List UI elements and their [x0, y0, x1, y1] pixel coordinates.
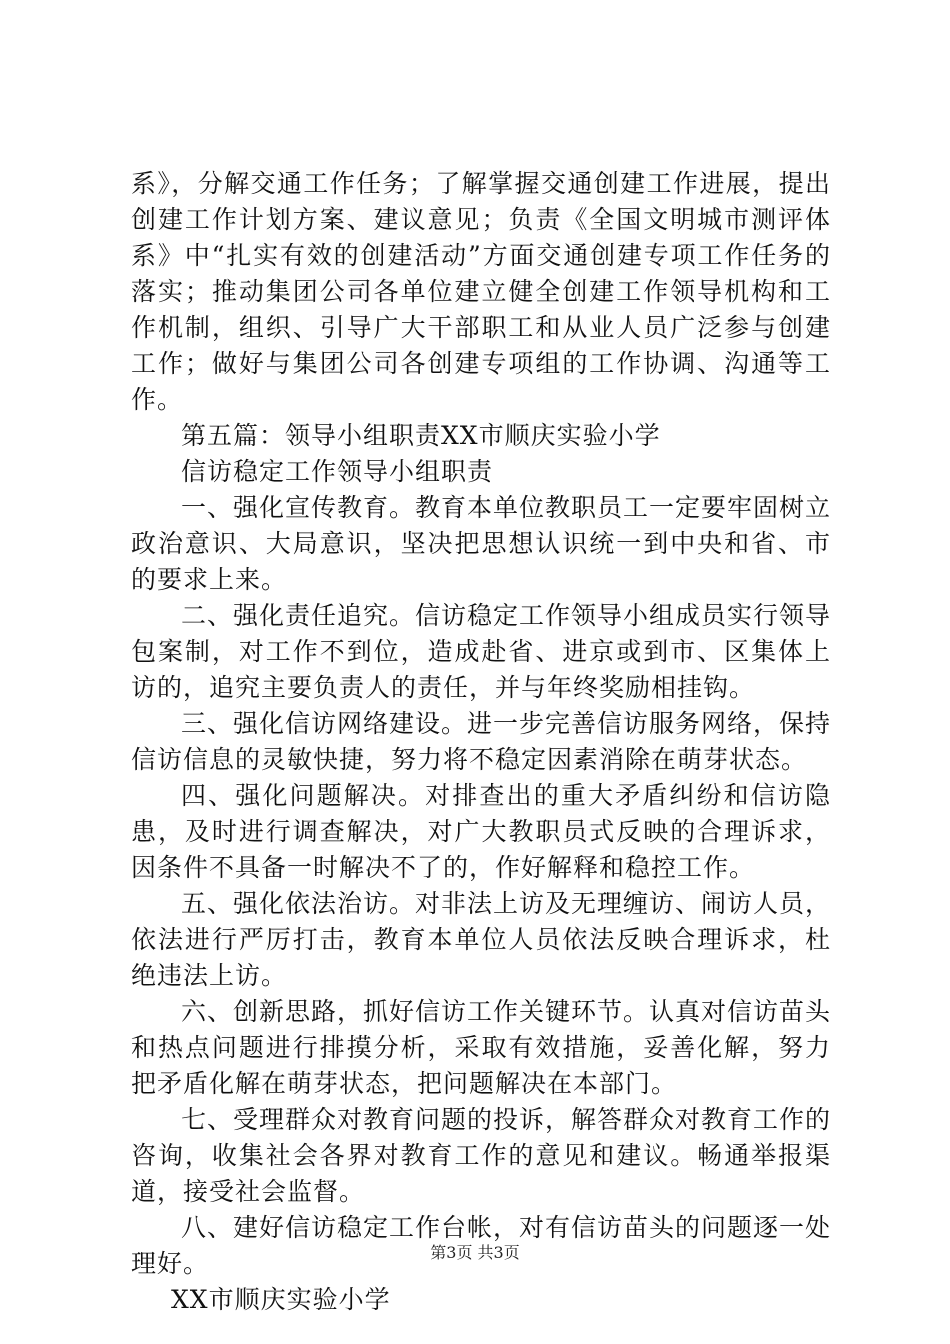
- section-subtitle: 信访稳定工作领导小组职责: [181, 457, 494, 486]
- signature: XX市顺庆实验小学: [171, 1285, 391, 1314]
- section-heading: 第五篇：领导小组职责XX市顺庆实验小学: [181, 421, 661, 450]
- page-footer: 第3页 共3页: [430, 1243, 520, 1262]
- paragraph-item-8: 八、建好信访稳定工作台帐，对有信访苗头的问题逐一处理好。: [131, 1213, 832, 1278]
- document-body: [131, 166, 831, 1318]
- paragraph-item-2: 二、强化责任追究。信访稳定工作领导小组成员实行领导包案制，对工作不到位，造成赴省、进京或到市、区集体上访的，追究主要负责人的责任，并与年终奖励相挂钩。: [131, 601, 832, 702]
- paragraph-item-5: 五、强化依法治访。对非法上访及无理缠访、闹访人员，依法进行严厉打击，教育本单位人员依法反映合理诉求，杜绝违法上访。: [131, 889, 832, 990]
- paragraph-item-7: 七、受理群众对教育问题的投诉，解答群众对教育工作的咨询，收集社会各界对教育工作的意见和建议。畅通举报渠道，接受社会监督。: [131, 1105, 832, 1206]
- paragraph-item-3: 三、强化信访网络建设。进一步完善信访服务网络，保持信访信息的灵敏快捷，努力将不稳定因素消除在萌芽状态。: [131, 709, 832, 774]
- paragraph-traffic-duties: 系》，分解交通工作任务；了解掌握交通创建工作进展，提出创建工作计划方案、建议意见；负责《全国文明城市测评体系》中“扎实有效的创建活动”方面交通创建专项工作任务的落实；推动集团公司各单位建立健全创建工作领导机构和工作机制，组织、引导广大干部职工和从业人员广泛参与创建工作；做好与集团公司各创建专项组的工作协调、沟通等工作。: [131, 169, 831, 414]
- paragraph-item-1: 一、强化宣传教育。教育本单位教职员工一定要牢固树立政治意识、大局意识，坚决把思想认识统一到中央和省、市的要求上来。: [131, 493, 832, 594]
- paragraph-item-4: 四、强化问题解决。对排查出的重大矛盾纠纷和信访隐患，及时进行调查解决，对广大教职员式反映的合理诉求，因条件不具备一时解决不了的，作好解释和稳控工作。: [131, 781, 831, 882]
- paragraph-item-6: 六、创新思路，抓好信访工作关键环节。认真对信访苗头和热点问题进行排摸分析，采取有效措施，妥善化解，努力把矛盾化解在萌芽状态，把问题解决在本部门。: [131, 997, 832, 1098]
